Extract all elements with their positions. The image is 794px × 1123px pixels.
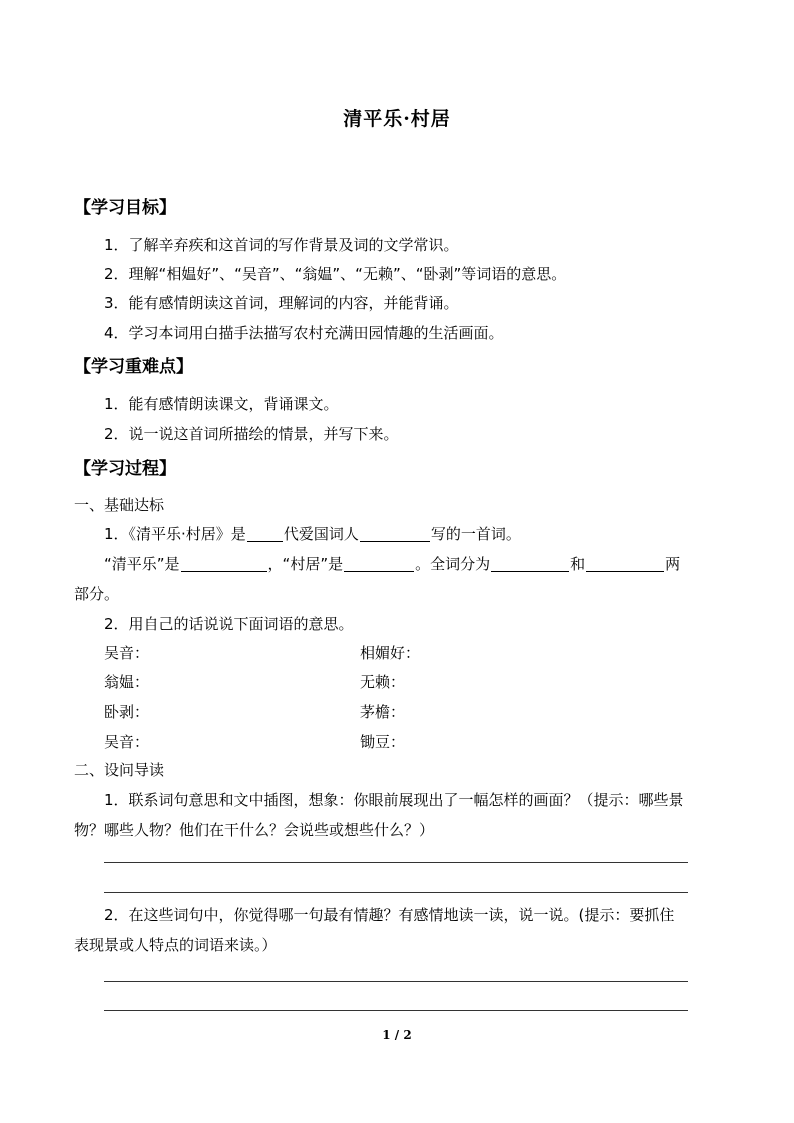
fill-blank[interactable]	[344, 555, 414, 572]
question-1-cont: “清平乐”是 ，“村居”是 。全词分为 和 两	[104, 555, 681, 573]
page-number: 1 / 2	[382, 1028, 412, 1042]
guide-question-2: 2．在这些词句中，你觉得哪一句最有情趣？有感情地读一读，说一说。(提示：要抓住	[104, 906, 675, 924]
term-left: 翁媪：	[104, 673, 150, 691]
question-2: 2．用自己的话说说下面词语的意思。	[104, 615, 354, 633]
goal-item: 4．学习本词用白描手法描写农村充满田园情趣的生活画面。	[104, 324, 504, 342]
part2-heading: 二、设问导读	[74, 761, 165, 779]
term-right: 相媚好：	[360, 644, 421, 662]
term-left: 吴音：	[104, 733, 150, 751]
guide-question-2-cont: 表现景或人特点的词语来读。）	[74, 936, 277, 954]
fill-blank[interactable]	[181, 555, 267, 572]
fill-blank[interactable]	[491, 555, 569, 572]
goal-item: 3．能有感情朗读这首词，理解词的内容，并能背诵。	[104, 294, 459, 312]
fill-blank[interactable]	[360, 525, 430, 542]
guide-question-1-cont: 物？哪些人物？他们在干什么？会说些或想些什么？）	[74, 821, 435, 839]
term-right: 无赖：	[360, 673, 406, 691]
term-left: 卧剥：	[104, 703, 150, 721]
term-right: 锄豆：	[360, 733, 406, 751]
keypoint-item: 1．能有感情朗读课文，背诵课文。	[104, 395, 339, 413]
section-heading-process: 【学习过程】	[74, 459, 176, 479]
page-title: 清平乐·村居	[343, 108, 451, 130]
goal-item: 2．理解“相媪好”、“吴音”、“翁媪”、“无赖”、“卧剥”等词语的意思。	[104, 265, 567, 283]
goal-item: 1．了解辛弃疾和这首词的写作背景及词的文学常识。	[104, 236, 459, 254]
section-heading-keypoints: 【学习重难点】	[74, 357, 193, 377]
answer-line[interactable]	[104, 862, 688, 863]
fill-blank[interactable]	[247, 525, 283, 542]
keypoint-item: 2．说一说这首词所描绘的情景，并写下来。	[104, 425, 399, 443]
section-heading-goals: 【学习目标】	[74, 198, 176, 218]
answer-line[interactable]	[104, 981, 688, 982]
part1-heading: 一、基础达标	[74, 496, 165, 514]
term-left: 吴音：	[104, 644, 150, 662]
question-1-end: 部分。	[74, 585, 120, 603]
question-1: 1．《清平乐·村居》是 代爱国词人 写的一首词。	[104, 525, 521, 543]
answer-line[interactable]	[104, 1010, 688, 1011]
guide-question-1: 1．联系词句意思和文中插图，想象：你眼前展现出了一幅怎样的画面？（提示：哪些景	[104, 791, 684, 809]
answer-line[interactable]	[104, 892, 688, 893]
fill-blank[interactable]	[586, 555, 664, 572]
term-right: 茅檐：	[360, 703, 406, 721]
